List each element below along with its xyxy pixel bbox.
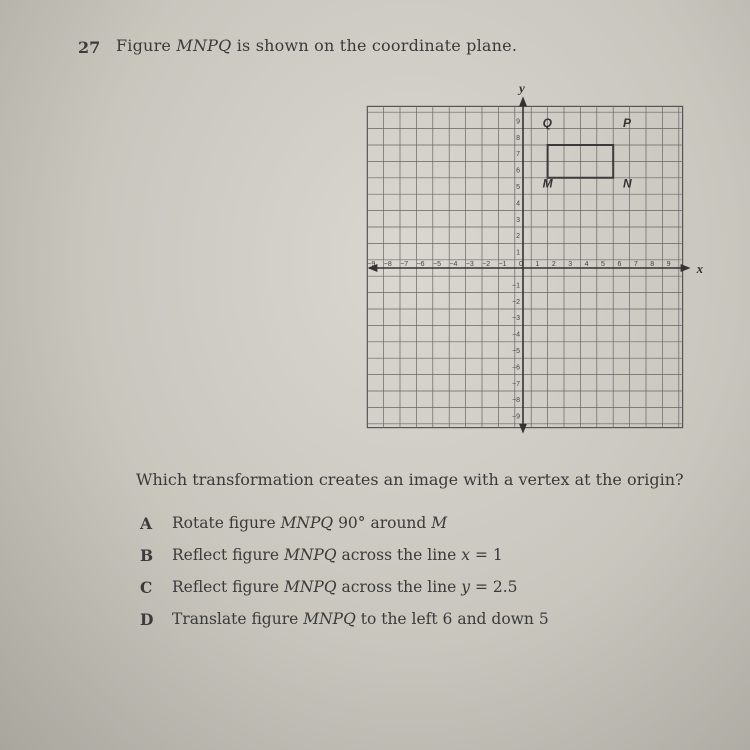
x-tick-label: 4	[584, 261, 589, 268]
vertex-label-p: P	[623, 115, 632, 130]
prompt-pre: Figure	[116, 36, 177, 55]
choice-d[interactable]	[140, 610, 660, 642]
choice-text: Reflect figure MNPQ across the line x = 1	[172, 546, 503, 564]
x-tick-label: −5	[433, 261, 441, 268]
x-tick-label: −1	[498, 261, 507, 268]
x-tick-label: −9	[367, 261, 376, 268]
y-axis-arrow-down	[519, 424, 527, 434]
y-tick-label: −8	[512, 397, 520, 405]
x-tick-label: 6	[617, 261, 622, 268]
y-tick-label: 3	[516, 216, 520, 224]
x-tick-label: −8	[383, 261, 392, 268]
y-tick-label: 5	[516, 184, 520, 191]
y-axis-label: y	[519, 80, 525, 96]
y-tick-label: −7	[512, 380, 520, 388]
choice-text: Reflect figure MNPQ across the line y = 2.5	[172, 578, 518, 596]
x-tick-label: −2	[482, 261, 491, 268]
prompt-post: is shown on the coordinate plane.	[231, 36, 518, 55]
choice-c[interactable]	[140, 578, 660, 610]
x-tick-label: 7	[633, 261, 638, 268]
x-tick-label: 3	[568, 261, 573, 268]
prompt-figure: MNPQ	[176, 36, 232, 55]
x-tick-label: 0	[519, 261, 523, 268]
choice-text: Rotate figure MNPQ 90° around M	[172, 514, 448, 532]
y-tick-label: 1	[516, 249, 520, 257]
x-tick-label: 8	[650, 261, 655, 268]
y-tick-label: 2	[516, 233, 520, 241]
question-number: 27	[78, 38, 101, 57]
x-tick-label: −4	[449, 261, 458, 268]
vertex-label-m: M	[542, 176, 553, 191]
y-tick-label: −4	[512, 331, 520, 339]
x-tick-label: 1	[535, 261, 540, 268]
choice-text: Translate figure MNPQ to the left 6 and down 5	[172, 610, 549, 628]
coordinate-plane	[365, 80, 705, 438]
choice-letter: A	[140, 514, 153, 533]
x-axis-label: x	[696, 261, 704, 276]
y-axis-arrow-up	[519, 96, 527, 106]
x-tick-label: −6	[416, 261, 425, 268]
choice-a[interactable]	[140, 514, 660, 546]
y-tick-label: −2	[512, 298, 520, 306]
vertex-label-q: Q	[542, 115, 553, 130]
question-prompt	[116, 36, 517, 55]
y-tick-label: −3	[512, 315, 520, 323]
y-tick-label: 4	[516, 200, 520, 208]
y-tick-label: 9	[516, 118, 520, 126]
y-tick-label: −9	[512, 413, 520, 421]
y-tick-label: 6	[516, 167, 520, 175]
x-tick-label: 9	[666, 261, 671, 268]
y-tick-label: 8	[516, 134, 520, 142]
y-tick-label: −5	[512, 348, 520, 355]
question-text: Which transformation creates an image with a vertex at the origin?	[136, 470, 684, 489]
x-tick-label: 5	[601, 261, 605, 268]
x-tick-label: 2	[551, 261, 556, 268]
choice-letter: B	[140, 546, 154, 565]
choice-letter: C	[140, 578, 153, 597]
x-tick-label: −3	[465, 261, 474, 268]
vertex-label-n: N	[623, 176, 632, 191]
y-tick-label: −6	[512, 364, 520, 372]
y-tick-label: 7	[516, 151, 520, 159]
choice-b[interactable]	[140, 546, 660, 578]
y-tick-label: −1	[512, 282, 520, 290]
x-tick-label: −7	[400, 261, 409, 268]
choice-letter: D	[140, 610, 154, 629]
answer-choices	[140, 514, 660, 642]
x-axis-arrow-right	[681, 264, 691, 272]
